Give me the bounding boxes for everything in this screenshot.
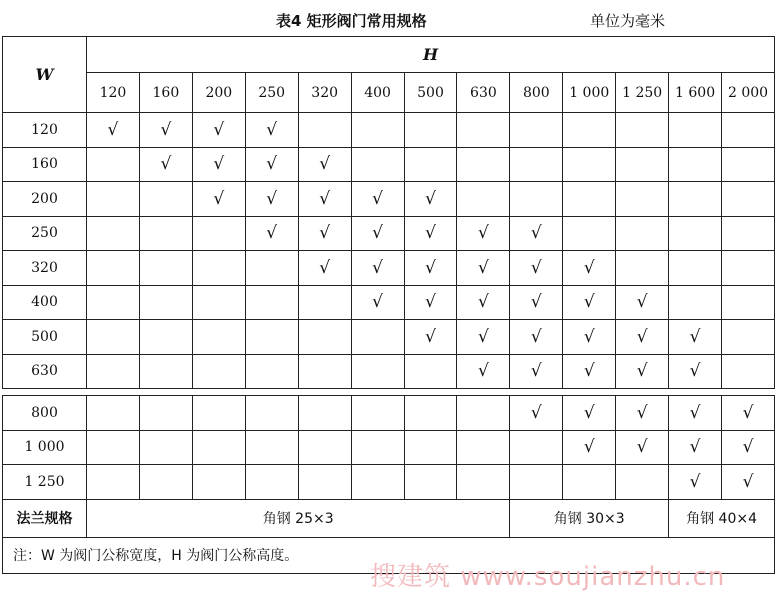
w-value-cell: 160 xyxy=(3,147,87,182)
check-mark-cell: √ xyxy=(563,396,616,431)
table-row xyxy=(3,320,775,355)
empty-cell xyxy=(669,147,722,182)
empty-cell xyxy=(669,251,722,286)
check-mark-cell: √ xyxy=(404,285,457,320)
table-row xyxy=(3,396,775,431)
empty-cell xyxy=(298,113,351,148)
check-mark-cell: √ xyxy=(457,320,510,355)
empty-cell xyxy=(404,113,457,148)
table-title-bar xyxy=(0,8,779,32)
empty-cell xyxy=(616,216,669,251)
h-value-header: 400 xyxy=(351,73,404,113)
empty-cell xyxy=(404,396,457,431)
check-mark-cell: √ xyxy=(457,216,510,251)
empty-cell xyxy=(192,251,245,286)
flange-spec-b: 角钢 30×3 xyxy=(510,499,669,537)
empty-cell xyxy=(616,113,669,148)
h-value-header: 160 xyxy=(139,73,192,113)
w-value-cell: 200 xyxy=(3,182,87,217)
check-mark-cell: √ xyxy=(510,251,563,286)
h-value-header: 800 xyxy=(510,73,563,113)
empty-cell xyxy=(404,465,457,500)
empty-cell xyxy=(722,182,775,217)
check-mark-cell: √ xyxy=(669,320,722,355)
check-mark-cell: √ xyxy=(351,216,404,251)
valve-spec-table xyxy=(2,36,775,574)
check-mark-cell: √ xyxy=(563,251,616,286)
empty-cell xyxy=(245,251,298,286)
check-mark-cell: √ xyxy=(87,113,140,148)
empty-cell xyxy=(510,465,563,500)
empty-cell xyxy=(722,113,775,148)
empty-cell xyxy=(139,465,192,500)
empty-cell xyxy=(87,216,140,251)
flange-spec-c: 角钢 40×4 xyxy=(669,499,775,537)
empty-cell xyxy=(87,354,140,389)
empty-cell xyxy=(404,354,457,389)
empty-cell xyxy=(669,216,722,251)
check-mark-cell: √ xyxy=(351,251,404,286)
w-value-cell: 1 000 xyxy=(3,430,87,465)
empty-cell xyxy=(457,147,510,182)
flange-spec-a: 角钢 25×3 xyxy=(87,499,510,537)
table-row xyxy=(3,285,775,320)
empty-cell xyxy=(351,465,404,500)
check-mark-cell: √ xyxy=(722,430,775,465)
empty-cell xyxy=(722,354,775,389)
check-mark-cell: √ xyxy=(510,285,563,320)
empty-cell xyxy=(192,285,245,320)
note-text: 注：W 为阀门公称宽度，H 为阀门公称高度。 xyxy=(3,537,775,573)
empty-cell xyxy=(192,465,245,500)
empty-cell xyxy=(245,354,298,389)
w-value-cell: 250 xyxy=(3,216,87,251)
empty-cell xyxy=(87,147,140,182)
empty-cell xyxy=(192,430,245,465)
section-gap xyxy=(3,389,775,396)
h-value-header: 1 000 xyxy=(563,73,616,113)
empty-cell xyxy=(87,320,140,355)
check-mark-cell: √ xyxy=(457,285,510,320)
empty-cell xyxy=(563,113,616,148)
check-mark-cell: √ xyxy=(616,354,669,389)
check-mark-cell: √ xyxy=(351,182,404,217)
empty-cell xyxy=(669,182,722,217)
empty-cell xyxy=(563,147,616,182)
check-mark-cell: √ xyxy=(298,147,351,182)
empty-cell xyxy=(351,354,404,389)
empty-cell xyxy=(722,285,775,320)
empty-cell xyxy=(457,113,510,148)
empty-cell xyxy=(245,396,298,431)
empty-cell xyxy=(192,354,245,389)
h-value-header: 250 xyxy=(245,73,298,113)
h-value-header: 200 xyxy=(192,73,245,113)
check-mark-cell: √ xyxy=(510,396,563,431)
empty-cell xyxy=(87,285,140,320)
check-mark-cell: √ xyxy=(563,285,616,320)
unit-label: 单位为毫米 xyxy=(590,12,666,30)
empty-cell xyxy=(457,182,510,217)
check-mark-cell: √ xyxy=(245,113,298,148)
empty-cell xyxy=(87,251,140,286)
check-mark-cell: √ xyxy=(722,465,775,500)
check-mark-cell: √ xyxy=(669,354,722,389)
check-mark-cell: √ xyxy=(192,147,245,182)
empty-cell xyxy=(351,430,404,465)
table-row xyxy=(3,216,775,251)
empty-cell xyxy=(192,216,245,251)
w-value-cell: 500 xyxy=(3,320,87,355)
table-row xyxy=(3,465,775,500)
section-gap-cell xyxy=(3,389,775,396)
empty-cell xyxy=(722,147,775,182)
check-mark-cell: √ xyxy=(616,285,669,320)
empty-cell xyxy=(563,182,616,217)
empty-cell xyxy=(298,354,351,389)
empty-cell xyxy=(616,147,669,182)
empty-cell xyxy=(722,320,775,355)
check-mark-cell: √ xyxy=(616,320,669,355)
empty-cell xyxy=(139,285,192,320)
empty-cell xyxy=(87,465,140,500)
empty-cell xyxy=(722,216,775,251)
empty-cell xyxy=(192,320,245,355)
check-mark-cell: √ xyxy=(563,320,616,355)
check-mark-cell: √ xyxy=(616,430,669,465)
h-value-header: 630 xyxy=(457,73,510,113)
check-mark-cell: √ xyxy=(669,430,722,465)
check-mark-cell: √ xyxy=(563,354,616,389)
check-mark-cell: √ xyxy=(669,465,722,500)
table-row xyxy=(3,147,775,182)
empty-cell xyxy=(298,320,351,355)
empty-cell xyxy=(139,251,192,286)
check-mark-cell: √ xyxy=(510,216,563,251)
w-value-cell: 320 xyxy=(3,251,87,286)
check-mark-cell: √ xyxy=(404,251,457,286)
table-row xyxy=(3,354,775,389)
check-mark-cell: √ xyxy=(563,430,616,465)
h-value-header: 500 xyxy=(404,73,457,113)
empty-cell xyxy=(457,465,510,500)
w-value-cell: 630 xyxy=(3,354,87,389)
empty-cell xyxy=(245,430,298,465)
empty-cell xyxy=(351,320,404,355)
h-value-header: 1 250 xyxy=(616,73,669,113)
check-mark-cell: √ xyxy=(616,396,669,431)
empty-cell xyxy=(139,430,192,465)
empty-cell xyxy=(87,430,140,465)
empty-cell xyxy=(510,430,563,465)
empty-cell xyxy=(139,216,192,251)
check-mark-cell: √ xyxy=(404,182,457,217)
empty-cell xyxy=(457,396,510,431)
check-mark-cell: √ xyxy=(669,396,722,431)
check-mark-cell: √ xyxy=(722,396,775,431)
empty-cell xyxy=(87,182,140,217)
table-title: 表4 矩形阀门常用规格 xyxy=(276,12,427,30)
h-value-header: 320 xyxy=(298,73,351,113)
h-value-header: 1 600 xyxy=(669,73,722,113)
empty-cell xyxy=(139,320,192,355)
h-header: H xyxy=(87,37,775,73)
empty-cell xyxy=(245,320,298,355)
check-mark-cell: √ xyxy=(298,251,351,286)
empty-cell xyxy=(245,285,298,320)
w-header: W xyxy=(3,37,87,113)
check-mark-cell: √ xyxy=(351,285,404,320)
empty-cell xyxy=(298,396,351,431)
empty-cell xyxy=(139,354,192,389)
empty-cell xyxy=(351,147,404,182)
table-row xyxy=(3,430,775,465)
check-mark-cell: √ xyxy=(510,320,563,355)
check-mark-cell: √ xyxy=(139,147,192,182)
empty-cell xyxy=(616,182,669,217)
empty-cell xyxy=(351,113,404,148)
check-mark-cell: √ xyxy=(404,216,457,251)
empty-cell xyxy=(87,396,140,431)
empty-cell xyxy=(298,285,351,320)
empty-cell xyxy=(404,430,457,465)
empty-cell xyxy=(616,251,669,286)
w-value-cell: 120 xyxy=(3,113,87,148)
empty-cell xyxy=(351,396,404,431)
check-mark-cell: √ xyxy=(139,113,192,148)
empty-cell xyxy=(139,182,192,217)
w-value-cell: 400 xyxy=(3,285,87,320)
empty-cell xyxy=(245,465,298,500)
empty-cell xyxy=(298,465,351,500)
empty-cell xyxy=(510,113,563,148)
table-row xyxy=(3,113,775,148)
table-row xyxy=(3,251,775,286)
check-mark-cell: √ xyxy=(510,354,563,389)
flange-row xyxy=(3,499,775,537)
empty-cell xyxy=(510,147,563,182)
check-mark-cell: √ xyxy=(457,354,510,389)
empty-cell xyxy=(563,216,616,251)
check-mark-cell: √ xyxy=(404,320,457,355)
empty-cell xyxy=(563,465,616,500)
watermark: 搜建筑 www.soujianzhu.cn xyxy=(370,562,726,592)
empty-cell xyxy=(510,182,563,217)
check-mark-cell: √ xyxy=(245,216,298,251)
check-mark-cell: √ xyxy=(245,182,298,217)
empty-cell xyxy=(457,430,510,465)
table-row xyxy=(3,182,775,217)
empty-cell xyxy=(404,147,457,182)
w-value-cell: 800 xyxy=(3,396,87,431)
check-mark-cell: √ xyxy=(192,182,245,217)
empty-cell xyxy=(616,465,669,500)
h-value-header: 2 000 xyxy=(722,73,775,113)
check-mark-cell: √ xyxy=(298,182,351,217)
h-value-header: 120 xyxy=(87,73,140,113)
empty-cell xyxy=(722,251,775,286)
w-value-cell: 1 250 xyxy=(3,465,87,500)
empty-cell xyxy=(192,396,245,431)
empty-cell xyxy=(298,430,351,465)
flange-label: 法兰规格 xyxy=(3,499,87,537)
empty-cell xyxy=(139,396,192,431)
empty-cell xyxy=(669,113,722,148)
check-mark-cell: √ xyxy=(298,216,351,251)
empty-cell xyxy=(669,285,722,320)
check-mark-cell: √ xyxy=(192,113,245,148)
check-mark-cell: √ xyxy=(245,147,298,182)
check-mark-cell: √ xyxy=(457,251,510,286)
